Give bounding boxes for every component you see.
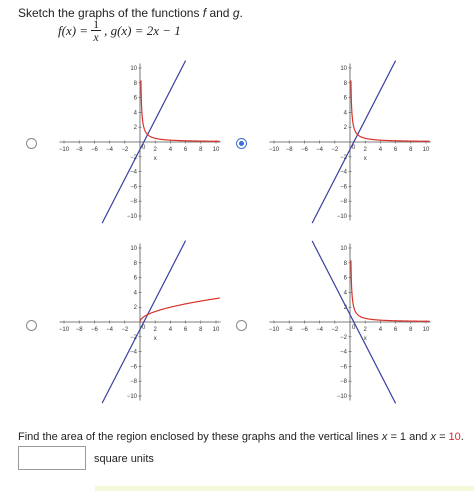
formula-g: , g(x) = 2x − 1 <box>104 22 181 38</box>
question-text: Find the area of the region enclosed by these graphs and the vertical lines <box>18 431 382 443</box>
prompt-and: and <box>206 6 233 20</box>
x-tick-label: 2 <box>153 327 157 333</box>
x-tick-label: 10 <box>212 147 220 153</box>
y-tick-label: 4 <box>343 290 347 297</box>
x-axis-label: x <box>363 336 367 342</box>
y-tick-label: −10 <box>336 394 347 400</box>
y-tick-label: 4 <box>133 290 137 297</box>
y-tick-label: −8 <box>340 199 347 206</box>
question-x1-label: x = <box>381 431 400 443</box>
x-tick-label: −4 <box>316 147 324 153</box>
y-tick-label: −6 <box>340 364 347 371</box>
formula-f-left: f(x) = <box>58 22 89 38</box>
fraction-denominator: x <box>93 30 99 44</box>
x-tick-label: 4 <box>378 147 383 153</box>
x-tick-label: 2 <box>363 147 367 153</box>
y-tick-label: 6 <box>133 95 137 102</box>
question-x2-value: 10 <box>448 431 461 443</box>
y-tick-label: 10 <box>340 66 347 72</box>
graph-option-a <box>56 62 224 222</box>
x-tick-label: −2 <box>331 327 339 333</box>
y-tick-label: −10 <box>126 214 137 220</box>
y-tick-label: 6 <box>343 275 347 282</box>
x-tick-label: 8 <box>409 327 413 333</box>
x-tick-label: −4 <box>106 327 114 333</box>
y-tick-label: 4 <box>133 110 137 117</box>
x-tick-label: 6 <box>393 327 398 333</box>
x-axis-label: x <box>153 336 157 342</box>
graph-option-c <box>56 242 224 402</box>
y-tick-label: 2 <box>343 125 347 132</box>
x-tick-label: −4 <box>106 147 114 153</box>
x-tick-label: −4 <box>316 327 324 333</box>
x-tick-label: 2 <box>153 147 157 153</box>
y-tick-label: 2 <box>133 125 137 132</box>
area-question <box>18 431 464 443</box>
y-tick-label: −2 <box>130 334 137 341</box>
y-tick-label: 10 <box>130 66 137 72</box>
y-tick-label: 6 <box>133 275 137 282</box>
x-tick-label: −8 <box>285 327 293 333</box>
x-tick-label: 10 <box>212 327 220 333</box>
graph-option-d <box>266 242 434 402</box>
question-x2-label: x = <box>430 431 449 443</box>
x-tick-label: −2 <box>121 147 129 153</box>
y-tick-label: 2 <box>133 305 137 312</box>
x-tick-label: 8 <box>199 327 203 333</box>
y-tick-label: 8 <box>133 80 137 87</box>
origin-label: 0 <box>142 325 146 331</box>
prompt-g: g <box>232 6 240 20</box>
x-tick-label: −10 <box>58 147 70 153</box>
question-x1-value: 1 <box>399 431 407 443</box>
y-tick-label: 10 <box>340 246 347 252</box>
x-tick-label: −2 <box>331 147 339 153</box>
prompt-f: f <box>202 6 207 20</box>
y-tick-label: 6 <box>343 95 347 102</box>
fraction-numerator: 1 <box>93 17 100 31</box>
y-tick-label: 4 <box>343 110 347 117</box>
x-tick-label: 6 <box>183 327 188 333</box>
x-tick-label: 8 <box>199 147 203 153</box>
curve-f <box>351 80 430 141</box>
x-tick-label: 8 <box>409 147 413 153</box>
prompt-period: . <box>239 6 243 20</box>
y-tick-label: −10 <box>336 214 347 220</box>
origin-label: 0 <box>352 145 356 151</box>
x-tick-label: −8 <box>75 147 83 153</box>
x-tick-label: −10 <box>268 147 280 153</box>
option-a-radio[interactable] <box>26 138 37 149</box>
x-tick-label: 10 <box>422 327 430 333</box>
y-tick-label: −2 <box>130 154 137 161</box>
y-tick-label: −8 <box>340 379 347 386</box>
y-tick-label: −4 <box>130 349 137 356</box>
x-tick-label: 6 <box>393 147 398 153</box>
y-tick-label: −4 <box>340 169 347 176</box>
y-tick-label: −4 <box>340 349 347 356</box>
question-end: . <box>460 431 464 443</box>
origin-label: 0 <box>352 325 356 331</box>
prompt-text: Sketch the graphs of the functions <box>18 6 203 20</box>
x-tick-label: 4 <box>378 327 383 333</box>
x-tick-label: 4 <box>168 147 173 153</box>
x-tick-label: 6 <box>183 147 188 153</box>
y-tick-label: 8 <box>343 80 347 87</box>
y-tick-label: −6 <box>130 364 137 371</box>
question-and: and <box>406 431 431 443</box>
x-tick-label: 10 <box>422 147 430 153</box>
origin-label: 0 <box>142 145 146 151</box>
y-tick-label: −2 <box>340 154 347 161</box>
option-d-radio[interactable] <box>236 320 247 331</box>
x-tick-label: −6 <box>90 327 98 333</box>
x-tick-label: −8 <box>285 147 293 153</box>
y-tick-label: 8 <box>133 260 137 267</box>
units-label: square units <box>94 453 154 465</box>
answer-input[interactable] <box>18 446 86 470</box>
x-axis-label: x <box>363 156 367 162</box>
curve-f <box>140 298 220 322</box>
y-tick-label: −8 <box>130 199 137 206</box>
y-tick-label: −8 <box>130 379 137 386</box>
x-tick-label: −10 <box>58 327 70 333</box>
function-formula <box>58 18 181 43</box>
formula-fraction <box>91 18 101 43</box>
x-tick-label: −6 <box>300 147 308 153</box>
y-tick-label: 10 <box>130 246 137 252</box>
y-tick-label: 2 <box>343 305 347 312</box>
x-tick-label: −8 <box>75 327 83 333</box>
y-tick-label: −10 <box>126 394 137 400</box>
y-tick-label: −2 <box>340 334 347 341</box>
x-tick-label: −10 <box>268 327 280 333</box>
x-tick-label: 4 <box>168 327 173 333</box>
bottom-bar <box>95 486 474 491</box>
x-tick-label: −2 <box>121 327 129 333</box>
x-axis-label: x <box>153 156 157 162</box>
option-c-radio[interactable] <box>26 320 37 331</box>
y-tick-label: −4 <box>130 169 137 176</box>
x-tick-label: −6 <box>90 147 98 153</box>
graph-option-b <box>266 62 434 222</box>
y-tick-label: −6 <box>340 184 347 191</box>
curve-f <box>141 80 220 141</box>
x-tick-label: 2 <box>363 327 367 333</box>
y-tick-label: −6 <box>130 184 137 191</box>
x-tick-label: −6 <box>300 327 308 333</box>
y-tick-label: 8 <box>343 260 347 267</box>
option-b-radio[interactable] <box>236 138 247 149</box>
curve-f <box>351 260 430 321</box>
